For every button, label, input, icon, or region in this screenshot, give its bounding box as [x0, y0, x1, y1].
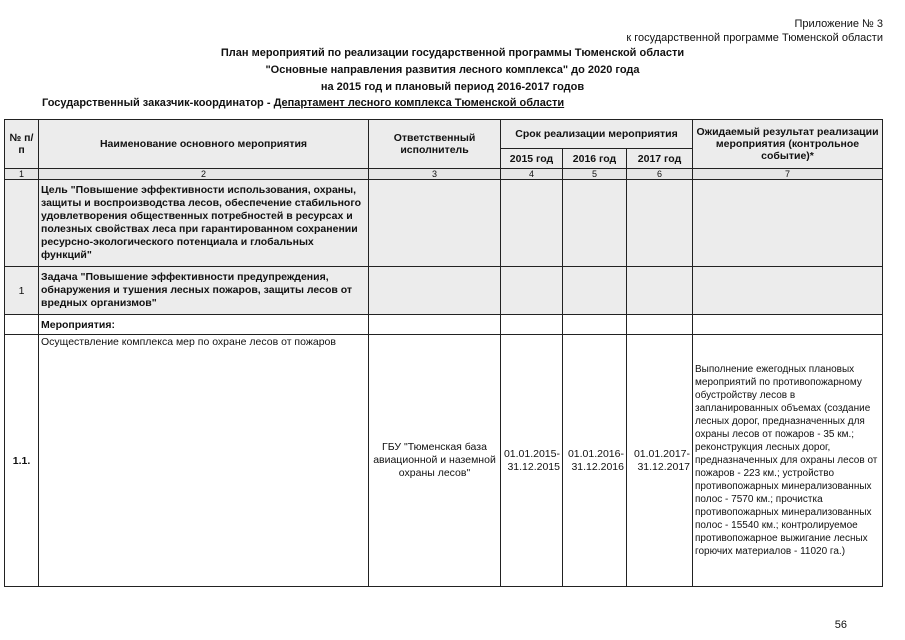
goal-row	[5, 180, 883, 267]
title-line-2: "Основные направления развития лесного комплекса" до 2020 года	[265, 64, 640, 76]
header-result: Ожидаемый результат реализации мероприятия (контрольное событие)*	[693, 120, 883, 169]
col-number: 2	[39, 169, 369, 180]
column-number-row	[5, 169, 883, 180]
header-executor: Ответственный исполнитель	[369, 120, 501, 169]
activities-label: Мероприятия:	[39, 315, 369, 335]
task-row	[5, 267, 883, 315]
row-number: 1.1.	[5, 335, 39, 587]
task-number: 1	[5, 267, 39, 315]
col-number: 4	[501, 169, 563, 180]
header-2016: 2016 год	[563, 149, 627, 169]
col-number: 5	[563, 169, 627, 180]
header-2017: 2017 год	[627, 149, 693, 169]
row-activity-name: Осуществление комплекса мер по охране лесов от пожаров	[39, 335, 369, 587]
customer-value: Департамент лесного комплекса Тюменской области	[273, 97, 565, 109]
header-num: № п/п	[5, 120, 39, 169]
table-row	[5, 335, 883, 587]
header-2015: 2015 год	[501, 149, 563, 169]
col-number: 7	[693, 169, 883, 180]
row-period-2015: 01.01.2015-31.12.2015	[501, 335, 563, 587]
row-expected-result: Выполнение ежегодных плановых мероприятий по противопожарному обустройству лесов в запланированных объемах (создание лесных дорог, предназначенных для охраны лесов от пожаров - 35 км.; реконструкция лесных дорог, предназначенных для охраны лесов от пожаров - 223 км.; устройство противопожарных минерализованных полос - 7570 км.; прочистка противопожарных минерализованных полос - 15540 км.; контролируемое противопожарное выжигание лесных горючих материалов - 11020 га.)	[693, 335, 883, 587]
col-number: 3	[369, 169, 501, 180]
goal-text: Цель "Повышение эффективности использования, охраны, защиты и воспроизводства лесов, обеспечение стабильного удовлетворения общественных потребностей в ресурсах и полезных свойствах леса при гарантированном сохранении ресурсно-экологического потенциала и глобальных функций"	[39, 180, 369, 267]
activities-label-row	[5, 315, 883, 335]
header-name: Наименование основного мероприятия	[39, 120, 369, 169]
row-period-2017: 01.01.2017-31.12.2017	[627, 335, 693, 587]
col-number: 1	[5, 169, 39, 180]
customer-label: Государственный заказчик-координатор -	[42, 97, 274, 109]
row-executor: ГБУ "Тюменская база авиационной и наземной охраны лесов"	[369, 335, 501, 587]
title-line-1: План мероприятий по реализации государственной программы Тюменской области	[220, 47, 685, 59]
task-text: Задача "Повышение эффективности предупреждения, обнаружения и тушения лесных пожаров, защиты лесов от вредных организмов"	[39, 267, 369, 315]
page-number: 56	[834, 619, 847, 631]
header-period: Срок реализации мероприятия	[501, 120, 693, 149]
plan-table	[4, 119, 883, 587]
appendix-line-2: к государственной программе Тюменской области	[626, 32, 883, 44]
title-line-3: на 2015 год и плановый период 2016-2017 годов	[320, 81, 585, 93]
appendix-line-1: Приложение № 3	[794, 18, 883, 30]
row-period-2016: 01.01.2016-31.12.2016	[563, 335, 627, 587]
customer-line	[42, 97, 564, 109]
col-number: 6	[627, 169, 693, 180]
